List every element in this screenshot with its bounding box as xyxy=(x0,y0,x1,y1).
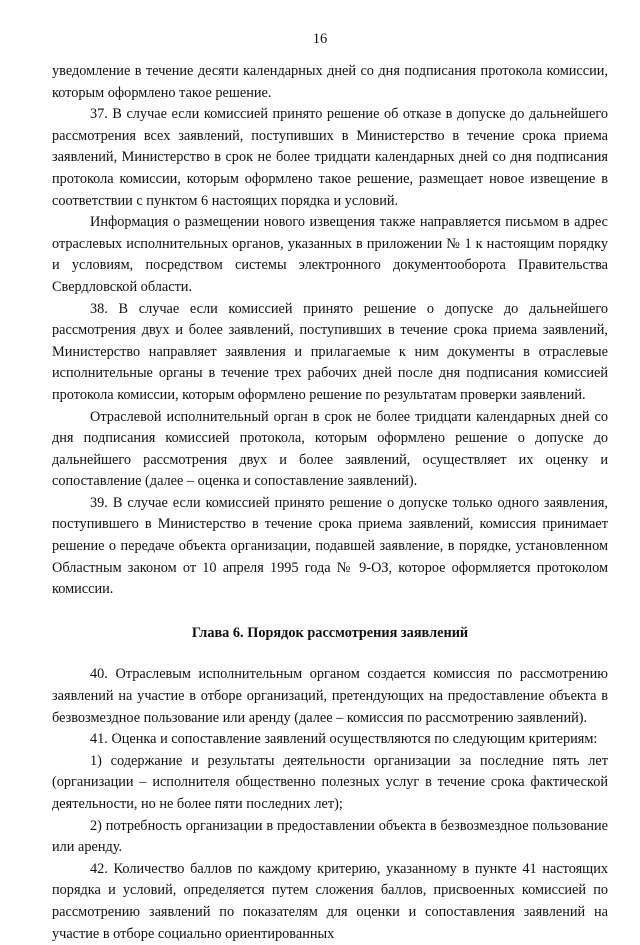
paragraph: уведомление в течение десяти календарных дней со дня подписания протокола комиссии, которым оформлено такое решение. xyxy=(52,63,608,101)
paragraph-37-info: Информация о размещении нового извещения также направляется письмом в адрес отраслевых исполнительных органов, указанных в приложении № 1 к настоящим порядку и условиям, посредством системы электронного документооборота Правительства Свердловской области. xyxy=(52,214,608,295)
criterion-1: 1) содержание и результаты деятельности организации за последние пять лет (организации – исполнителя общественно полезных услуг в течение срока фактической деятельности, но не более пяти последних лет); xyxy=(52,752,608,812)
paragraph-42: 42. Количество баллов по каждому критерию, указанному в пункте 41 настоящих порядка и условий, определяется путем сложения баллов, присвоенных комиссией по рассмотрению заявлений по показателям для оценки и сопоставления заявлений на участие в отборе социально ориентированных xyxy=(52,860,608,942)
paragraph-38-assessment: Отраслевой исполнительный орган в срок не более тридцати календарных дней со дня подписания комиссией протокола, которым оформлено решение о допуске до дальнейшего рассмотрения двух и более заявлений, осуществляет их оценку и сопоставление (далее – оценка и сопоставление заявлений). xyxy=(52,408,608,490)
chapter-heading: Глава 6. Порядок рассмотрения заявлений xyxy=(191,624,469,641)
criterion-2: 2) потребность организации в предоставлении объекта в безвозмездное пользование или аренду. xyxy=(52,817,608,856)
paragraph-40: 40. Отраслевым исполнительным органом создается комиссия по рассмотрению заявлений на участие в отборе организаций, претендующих на предоставление объекта в безвозмездное пользование или аренду (далее – комиссия по рассмотрению заявлений). xyxy=(52,666,608,726)
paragraph-37: 37. В случае если комиссией принято решение об отказе в допуске до дальнейшего рассмотрения всех заявлений, поступивших в Министерство в течение срока приема заявлений, Министерство в срок не более тридцати календарных дней со дня подписания протокола комиссии, которым оформлено такое решение, размещает новое извещение в соответствии с пунктом 6 настоящих порядка и условий. xyxy=(52,106,608,209)
paragraph-41: 41. Оценка и сопоставление заявлений осуществляются по следующим критериям: xyxy=(90,731,598,748)
paragraph-39: 39. В случае если комиссией принято решение о допуске только одного заявления, поступившего в Министерство в течение срока приема заявлений, комиссия принимает решение о передаче объекта организации, подавшей заявление, в порядке, установленном Областным законом от 10 апреля 1995 года № 9-ОЗ, которое оформляется протоколом комиссии. xyxy=(52,494,608,598)
paragraph-38: 38. В случае если комиссией принято решение о допуске до дальнейшего рассмотрения двух и более заявлений, поступивших в течение срока приема заявлений, Министерство направляет заявления и прилагаемые к ним документы в отраслевые исполнительные органы в течение трех рабочих дней после дня подписания комиссией протокола комиссии, которым оформлено решение по результатам проверки заявлений. xyxy=(52,300,608,403)
page-number: 16 xyxy=(312,31,328,47)
document-body xyxy=(52,61,608,945)
